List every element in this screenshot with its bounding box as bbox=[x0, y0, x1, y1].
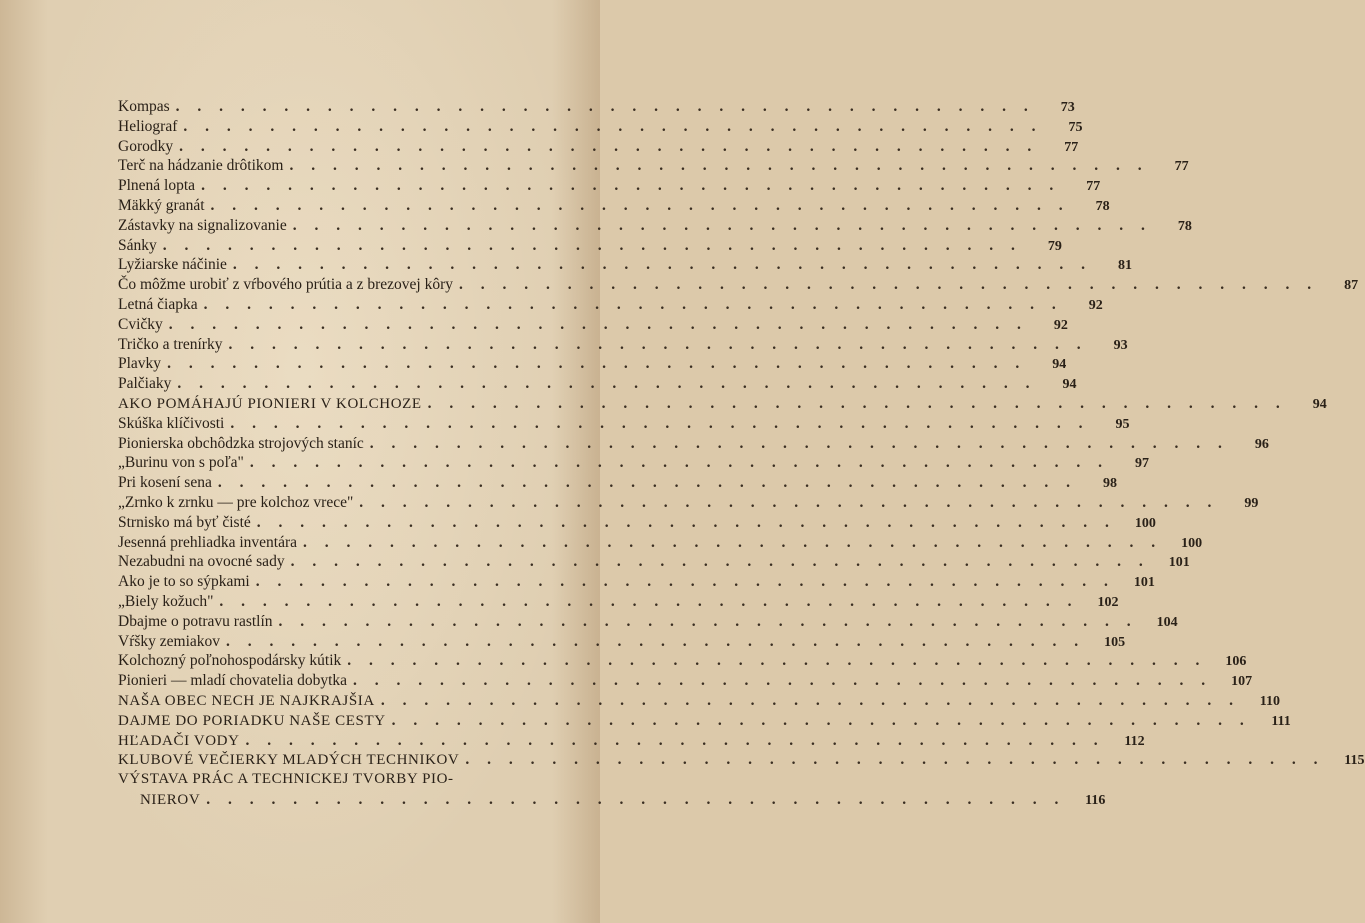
toc-entry bbox=[118, 335, 1128, 355]
toc-entry bbox=[118, 731, 1145, 751]
dot-leader: . . . . . . . . . . . . . . . . . . . . . . . . . . . . . . . . . . . . . . . . bbox=[179, 137, 1039, 155]
toc-entry-page-number: 77 bbox=[1064, 139, 1079, 155]
toc-entry-title: Plnená lopta bbox=[118, 177, 196, 195]
toc-entry-title: Mäkký granát bbox=[118, 196, 205, 214]
toc-entry-page-number: 78 bbox=[1095, 198, 1110, 214]
toc-entry-page-number: 111 bbox=[1271, 713, 1291, 729]
toc-entry-title: Strnisko má byť čisté bbox=[118, 513, 251, 531]
toc-entry bbox=[118, 414, 1130, 434]
toc-entry bbox=[118, 434, 1269, 454]
toc-entry bbox=[118, 473, 1117, 493]
dot-leader: . . . . . . . . . . . . . . . . . . . . . . . . . . . . . . . . . . . . . . . . bbox=[278, 612, 1138, 630]
toc-entry-title: Čo môžme urobiť z vŕbového prútia a z brezovej kôry bbox=[118, 276, 454, 294]
toc-entry-page-number: 81 bbox=[1118, 258, 1133, 274]
toc-entry-title: Letná čiapka bbox=[118, 295, 198, 313]
toc-entry bbox=[118, 711, 1291, 731]
toc-entry-continuation bbox=[118, 790, 1106, 810]
toc-entry bbox=[118, 513, 1156, 533]
toc-entry bbox=[118, 255, 1133, 275]
dot-leader: . . . . . . . . . . . . . . . . . . . . . . . . . . . . . . . . . . . . . . . . bbox=[217, 474, 1077, 492]
toc-entry bbox=[118, 196, 1110, 216]
toc-entry bbox=[118, 117, 1083, 137]
dot-leader: . . . . . . . . . . . . . . . . . . . . . . . . . . . . . . . . . . . . . . . . bbox=[175, 98, 1035, 115]
toc-entry-title: Heliograf bbox=[118, 117, 178, 135]
toc-entry bbox=[118, 612, 1178, 632]
toc-entry-page-number: 75 bbox=[1068, 119, 1083, 135]
dot-leader: . . . . . . . . . . . . . . . . . . . . . . . . . . . . . . . . . . . . . . . . bbox=[292, 216, 1152, 234]
toc-entry bbox=[118, 97, 1075, 117]
toc-entry-title: Ako je to so sýpkami bbox=[118, 573, 250, 591]
dot-leader: . . . . . . . . . . . . . . . . . . . . . . . . . . . . . . . . . . . . . . . . bbox=[303, 533, 1163, 551]
toc-entry-title: Terč na hádzanie drôtikom bbox=[118, 157, 284, 175]
toc-entry bbox=[118, 572, 1155, 592]
toc-entry-page-number: 94 bbox=[1062, 377, 1077, 393]
toc-entry bbox=[118, 632, 1126, 652]
dot-leader: . . . . . . . . . . . . . . . . . . . . . . . . . . . . . . . . . . . . . . . . bbox=[226, 632, 1086, 650]
dot-leader: . . . . . . . . . . . . . . . . . . . . . . . . . . . . . . . . . . . . . . . . bbox=[245, 731, 1105, 749]
toc-entry-title: Palčiaky bbox=[118, 375, 172, 393]
toc-entry-title: Skúška klíčivosti bbox=[118, 414, 225, 432]
dot-leader: . . . . . . . . . . . . . . . . . . . . . . . . . . . . . . . . . . . . . . . . bbox=[162, 236, 1022, 254]
toc-entry-title: Sánky bbox=[118, 236, 157, 254]
toc-entry-title: VÝSTAVA PRÁC A TECHNICKEJ TVORBY PIO- bbox=[118, 771, 454, 788]
toc-entry bbox=[118, 533, 1203, 553]
toc-entry-page-number: 96 bbox=[1254, 436, 1269, 452]
toc-entry-title: Pionieri — mladí chovatelia dobytka bbox=[118, 672, 348, 690]
toc-entry-title: „Zrnko k zrnku — pre kolchoz vrece" bbox=[118, 493, 354, 511]
toc-entry bbox=[118, 453, 1149, 473]
toc-entry-title: Tričko a trenírky bbox=[118, 335, 223, 353]
toc-entry bbox=[118, 176, 1101, 196]
toc-entry bbox=[118, 592, 1119, 612]
toc-entry-page-number: 93 bbox=[1113, 337, 1128, 353]
dot-leader: . . . . . . . . . . . . . . . . . . . . . . . . . . . . . . . . . . . . . . . . bbox=[167, 355, 1027, 373]
toc-entry-title: Lyžiarske náčinie bbox=[118, 256, 227, 274]
toc-entry-title: „Biely kožuch" bbox=[118, 592, 214, 610]
toc-entry bbox=[118, 770, 560, 790]
toc-entry-page-number: 116 bbox=[1085, 792, 1106, 808]
toc-entry-page-number: 107 bbox=[1231, 674, 1253, 690]
dot-leader: . . . . . . . . . . . . . . . . . . . . . . . . . . . . . . . . . . . . . . . . bbox=[359, 493, 1219, 511]
toc-entry-page-number: 94 bbox=[1052, 357, 1067, 373]
toc-entry-title: Gorodky bbox=[118, 137, 174, 155]
dot-leader: . . . . . . . . . . . . . . . . . . . . . . . . . . . . . . . . . . . . . . . . bbox=[391, 711, 1251, 729]
toc-entry bbox=[118, 354, 1067, 374]
toc-entry-page-number: 101 bbox=[1133, 575, 1155, 591]
dot-leader: . . . . . . . . . . . . . . . . . . . . . . . . . . . . . . . . . . . . . . . . bbox=[369, 434, 1229, 452]
toc-entry-page-number: 92 bbox=[1088, 297, 1103, 313]
dot-leader: . . . . . . . . . . . . . . . . . . . . . . . . . . . . . . . . . . . . . . . . bbox=[201, 177, 1061, 195]
toc-entry-page-number: 78 bbox=[1177, 218, 1192, 234]
dot-leader: . . . . . . . . . . . . . . . . . . . . . . . . . . . . . . . . . . . . . . . . bbox=[347, 652, 1207, 670]
toc-entry-page-number: 94 bbox=[1312, 396, 1327, 412]
toc-entry-title: AKO POMÁHAJÚ PIONIERI V KOLCHOZE bbox=[118, 395, 422, 412]
toc-entry bbox=[118, 295, 1103, 315]
toc-entry-title: Kolchozný poľnohospodársky kútik bbox=[118, 652, 342, 670]
toc-entry-page-number: 102 bbox=[1097, 594, 1119, 610]
dot-leader: . . . . . . . . . . . . . . . . . . . . . . . . . . . . . . . . . . . . . . . . bbox=[249, 454, 1109, 472]
toc-entry-page-number: 87 bbox=[1344, 278, 1359, 294]
dot-leader: . . . . . . . . . . . . . . . . . . . . . . . . . . . . . . . . . . . . . . . . bbox=[290, 553, 1150, 571]
dot-leader: . . . . . . . . . . . . . . . . . . . . . . . . . . . . . . . . . . . . . . . . bbox=[289, 157, 1149, 175]
toc-entry-page-number: 92 bbox=[1053, 317, 1068, 333]
toc-entry-title: DAJME DO PORIADKU NAŠE CESTY bbox=[118, 712, 386, 729]
toc-entry-page-number: 97 bbox=[1134, 456, 1149, 472]
dot-leader: . . . . . . . . . . . . . . . . . . . . . . . . . . . . . . . . . . . . . . . . bbox=[219, 592, 1079, 610]
toc-entry-page-number: 106 bbox=[1225, 654, 1247, 670]
toc-entry-title: Dbajme o potravu rastlín bbox=[118, 612, 273, 630]
dot-leader: . . . . . . . . . . . . . . . . . . . . . . . . . . . . . . . . . . . . . . . . bbox=[203, 295, 1063, 313]
toc-entry-title: Plavky bbox=[118, 355, 162, 373]
toc-entry bbox=[118, 691, 1280, 711]
toc-entry-title: KLUBOVÉ VEČIERKY MLADÝCH TECHNIKOV bbox=[118, 752, 460, 769]
dot-leader: . . . . . . . . . . . . . . . . . . . . . . . . . . . . . . . . . . . . . . . . bbox=[177, 375, 1037, 393]
dot-leader: . . . . . . . . . . . . . . . . . . . . . . . . . . . . . . . . . . . . . . . . bbox=[459, 276, 1319, 294]
toc-entry-title: HĽADAČI VODY bbox=[118, 732, 240, 749]
toc-entry-page-number: 77 bbox=[1174, 159, 1189, 175]
toc-entry-page-number: 104 bbox=[1156, 614, 1178, 630]
toc-entry-title: Kompas bbox=[118, 98, 170, 115]
toc-entry-page-number: 99 bbox=[1244, 495, 1259, 511]
toc-entry-title: Pionierska obchôdzka strojových staníc bbox=[118, 434, 364, 452]
toc-entry-page-number: 112 bbox=[1124, 733, 1145, 749]
toc-entry bbox=[118, 315, 1068, 335]
toc-entry-page-number: 101 bbox=[1168, 555, 1190, 571]
toc-entry-page-number: 73 bbox=[1060, 100, 1075, 115]
toc-entry bbox=[118, 750, 1365, 770]
dot-leader: . . . . . . . . . . . . . . . . . . . . . . . . . . . . . . . . . . . . . . . . bbox=[230, 414, 1090, 432]
toc-entry-page-number: 100 bbox=[1134, 515, 1156, 531]
dot-leader: . . . . . . . . . . . . . . . . . . . . . . . . . . . . . . . . . . . . . . . . bbox=[256, 513, 1116, 531]
toc-entry bbox=[118, 374, 1077, 394]
toc-entry bbox=[118, 493, 1259, 513]
dot-leader: . . . . . . . . . . . . . . . . . . . . . . . . . . . . . . . . . . . . . . . . bbox=[228, 335, 1088, 353]
toc-entry bbox=[118, 275, 1359, 295]
toc-entry bbox=[118, 671, 1253, 691]
toc-entry-page-number: 105 bbox=[1104, 634, 1126, 650]
toc-entry-page-number: 95 bbox=[1115, 416, 1130, 432]
dot-leader: . . . . . . . . . . . . . . . . . . . . . . . . . . . . . . . . . . . . . . . . bbox=[183, 117, 1043, 135]
toc-entry-title: Zástavky na signalizovanie bbox=[118, 216, 287, 234]
toc-entry-title: „Burinu von s poľa" bbox=[118, 454, 244, 472]
toc-entry bbox=[118, 156, 1189, 176]
dot-leader: . . . . . . . . . . . . . . . . . . . . . . . . . . . . . . . . . . . . . . . . bbox=[168, 315, 1028, 333]
toc-entry-page-number: 77 bbox=[1086, 179, 1101, 195]
toc-entry bbox=[118, 216, 1192, 236]
toc-entry bbox=[118, 394, 1327, 414]
dot-leader: . . . . . . . . . . . . . . . . . . . . . . . . . . . . . . . . . . . . . . . . bbox=[380, 691, 1240, 709]
dot-leader: . . . . . . . . . . . . . . . . . . . . . . . . . . . . . . . . . . . . . . . . bbox=[206, 790, 1066, 808]
dot-leader: . . . . . . . . . . . . . . . . . . . . . . . . . . . . . . . . . . . . . . . . bbox=[427, 394, 1287, 412]
dot-leader: . . . . . . . . . . . . . . . . . . . . . . . . . . . . . . . . . . . . . . . . bbox=[465, 751, 1325, 769]
toc-entry bbox=[118, 137, 1079, 157]
toc-entry-title: NAŠA OBEC NECH JE NAJKRAJŠIA bbox=[118, 692, 375, 709]
toc-entry-title-continued: NIEROV bbox=[140, 791, 201, 808]
toc-entry-title: Cvičky bbox=[118, 315, 163, 333]
toc-entry-page-number: 115 bbox=[1344, 753, 1365, 769]
toc-entry bbox=[118, 651, 1247, 671]
toc-entry-title: Pri kosení sena bbox=[118, 474, 212, 492]
table-of-contents bbox=[118, 97, 1365, 810]
toc-entry-page-number: 98 bbox=[1102, 476, 1117, 492]
toc-entry-title: Jesenná prehliadka inventára bbox=[118, 533, 298, 551]
toc-entry bbox=[118, 552, 1190, 572]
toc-entry-page-number: 79 bbox=[1047, 238, 1062, 254]
dot-leader: . . . . . . . . . . . . . . . . . . . . . . . . . . . . . . . . . . . . . . . . bbox=[255, 573, 1115, 591]
toc-entry-page-number: 100 bbox=[1181, 535, 1203, 551]
toc-entry-page-number: 110 bbox=[1259, 693, 1280, 709]
toc-entry-title: Vŕšky zemiakov bbox=[118, 632, 221, 650]
toc-entry bbox=[118, 236, 1062, 256]
dot-leader: . . . . . . . . . . . . . . . . . . . . . . . . . . . . . . . . . . . . . . . . bbox=[210, 196, 1070, 214]
dot-leader: . . . . . . . . . . . . . . . . . . . . . . . . . . . . . . . . . . . . . . . . bbox=[353, 672, 1213, 690]
toc-entry-title: Nezabudni na ovocné sady bbox=[118, 553, 285, 571]
dot-leader: . . . . . . . . . . . . . . . . . . . . . . . . . . . . . . . . . . . . . . . . bbox=[232, 256, 1093, 274]
